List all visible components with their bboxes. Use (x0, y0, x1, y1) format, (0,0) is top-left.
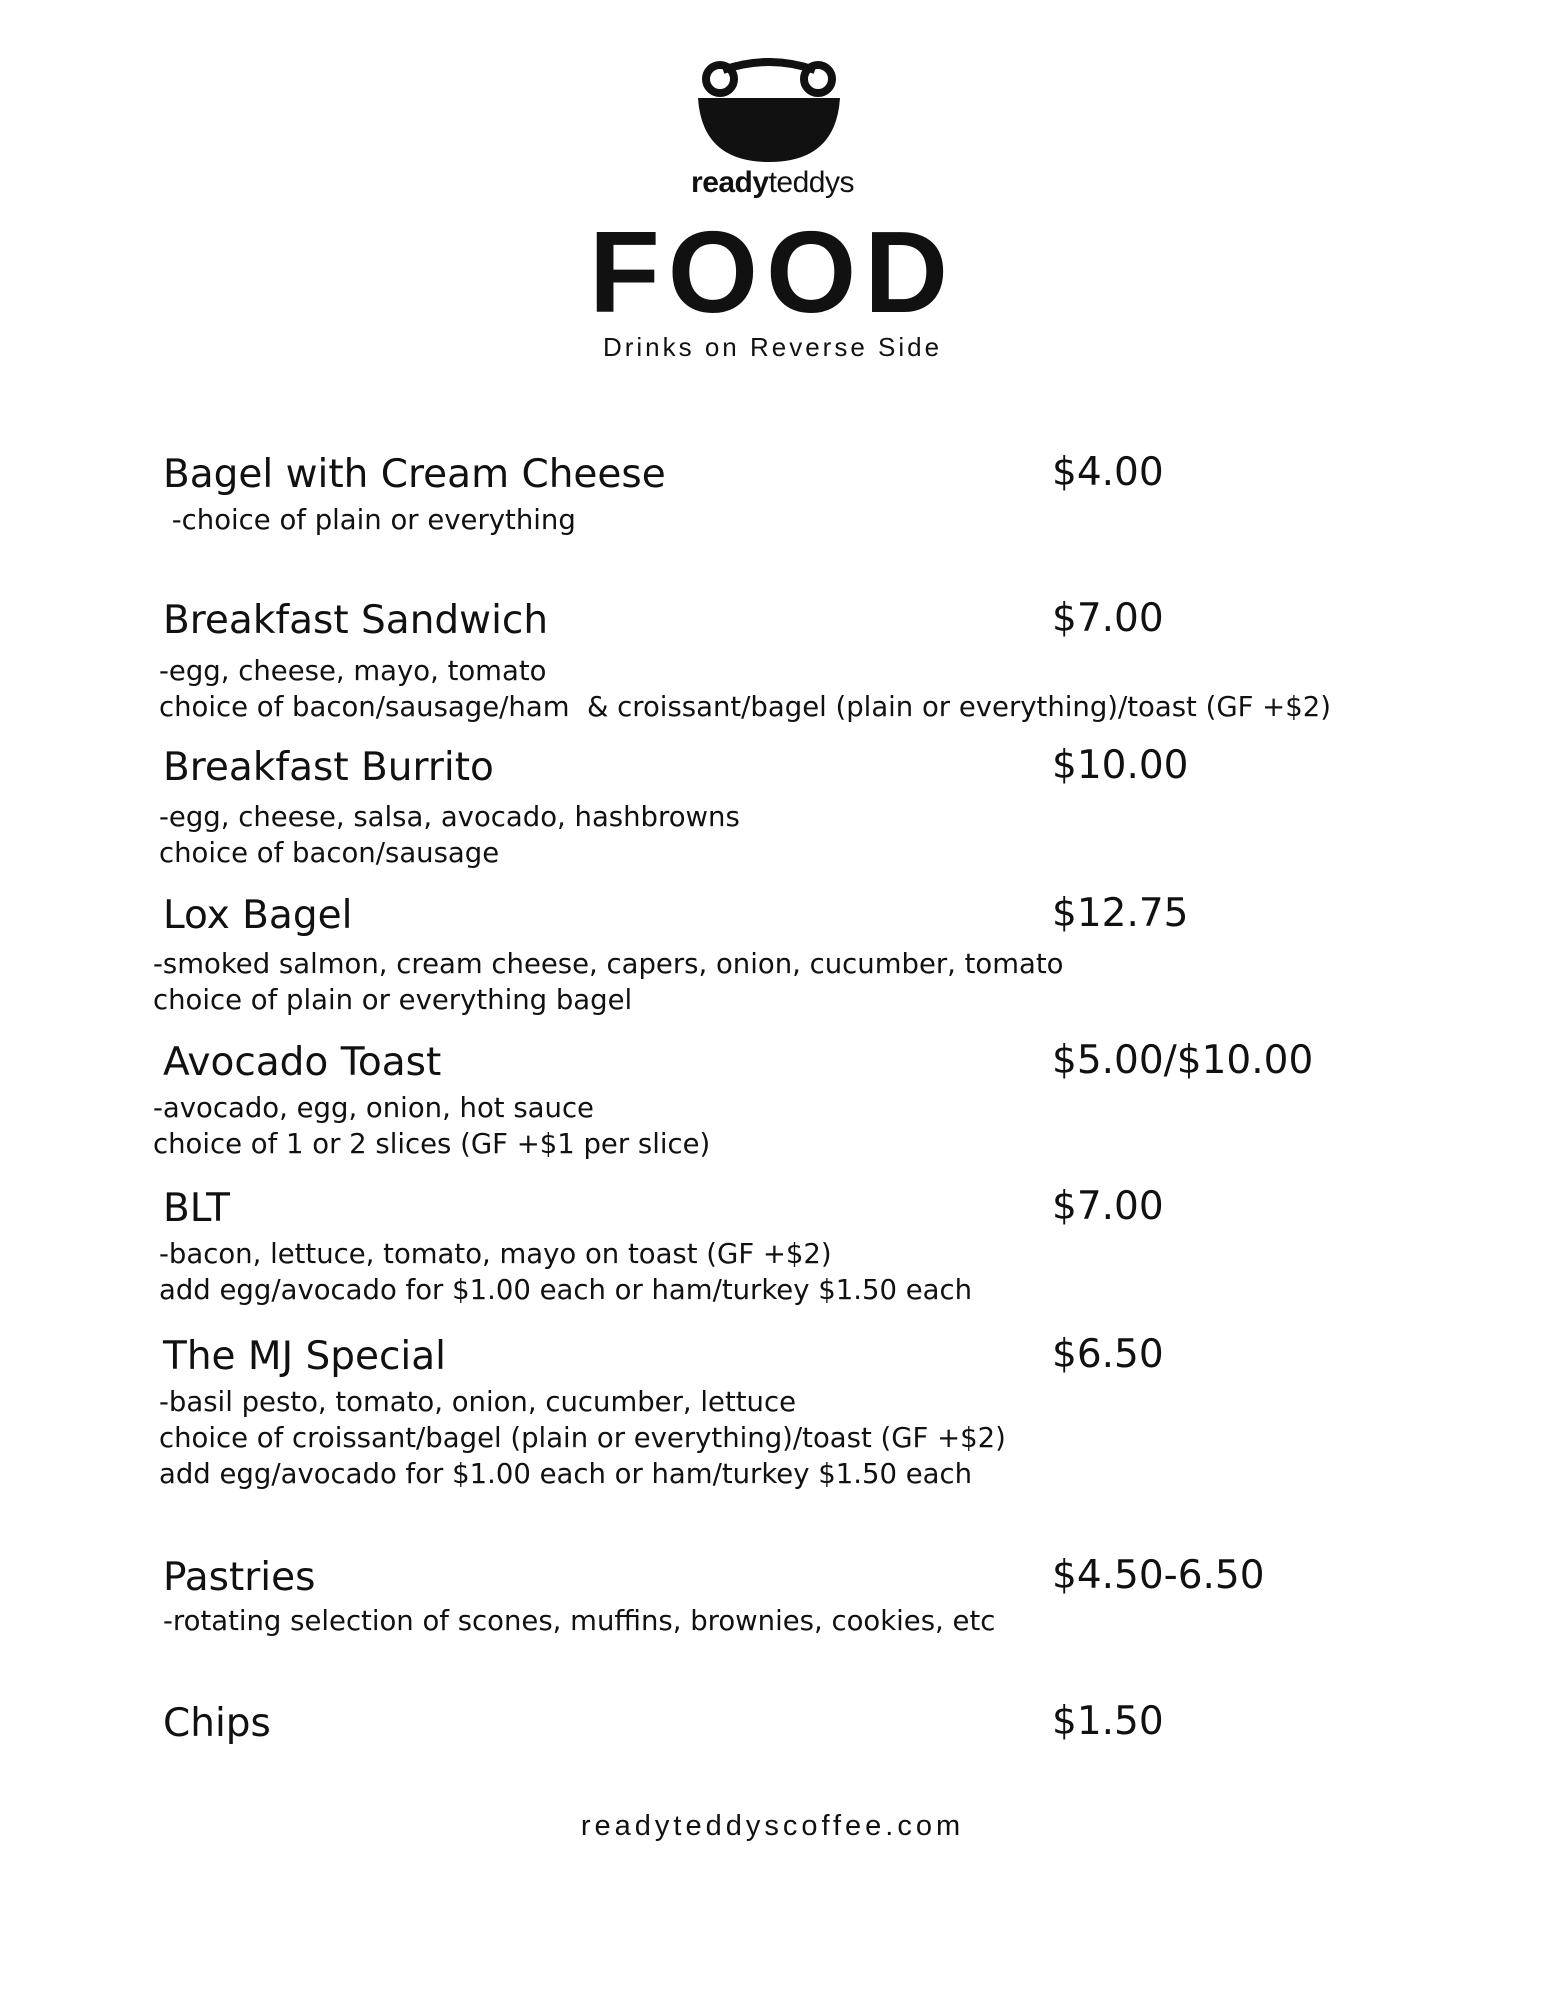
item-name: Pastries (163, 1555, 316, 1600)
item-description: -basil pesto, tomato, onion, cucumber, lettuce choice of croissant/bagel (plain or everything)/toast (GF +$2) add egg/avocado for $1.00 each or ham/turkey $1.50 each (159, 1386, 1006, 1490)
item-price: $12.75 (1052, 891, 1189, 936)
page-subtitle: Drinks on Reverse Side (602, 332, 943, 362)
item-name: Chips (163, 1701, 271, 1746)
item-description: -choice of plain or everything (163, 504, 576, 536)
item-name: Lox Bagel (163, 893, 353, 938)
item-description: -rotating selection of scones, muffins, brownies, cookies, etc (163, 1605, 996, 1637)
item-price: $10.00 (1052, 743, 1189, 788)
teddy-bowl-icon (696, 58, 842, 162)
item-price: $4.50-6.50 (1052, 1553, 1265, 1598)
website-link[interactable]: readyteddyscoffee.com (580, 1810, 965, 1842)
item-price: $7.00 (1052, 1184, 1164, 1229)
item-description: -avocado, egg, onion, hot sauce choice of 1 or 2 slices (GF +$1 per slice) (153, 1092, 711, 1160)
item-description: -egg, cheese, mayo, tomato choice of bacon/sausage/ham & croissant/bagel (plain or everything)/toast (GF +$2) (159, 655, 1331, 723)
item-price: $5.00/$10.00 (1052, 1038, 1314, 1083)
brand-name (0, 166, 1545, 200)
item-name: Avocado Toast (163, 1040, 442, 1085)
item-name: The MJ Special (163, 1334, 446, 1379)
item-name: Breakfast Burrito (163, 745, 494, 790)
item-description: -smoked salmon, cream cheese, capers, onion, cucumber, tomato choice of plain or everything bagel (153, 948, 1064, 1016)
item-price: $1.50 (1052, 1699, 1164, 1744)
item-description: -bacon, lettuce, tomato, mayo on toast (GF +$2) add egg/avocado for $1.00 each or ham/turkey $1.50 each (159, 1238, 973, 1306)
item-price: $6.50 (1052, 1332, 1164, 1377)
item-name: BLT (163, 1186, 230, 1231)
item-description: -egg, cheese, salsa, avocado, hashbrowns choice of bacon/sausage (159, 801, 740, 869)
item-name: Breakfast Sandwich (163, 598, 549, 643)
item-price: $7.00 (1052, 596, 1164, 641)
item-price: $4.00 (1052, 450, 1164, 495)
item-name: Bagel with Cream Cheese (163, 452, 666, 497)
page-title: FOOD (588, 207, 957, 337)
brand-name-bold: ready (691, 166, 769, 199)
brand-name-light: teddys (768, 166, 854, 199)
